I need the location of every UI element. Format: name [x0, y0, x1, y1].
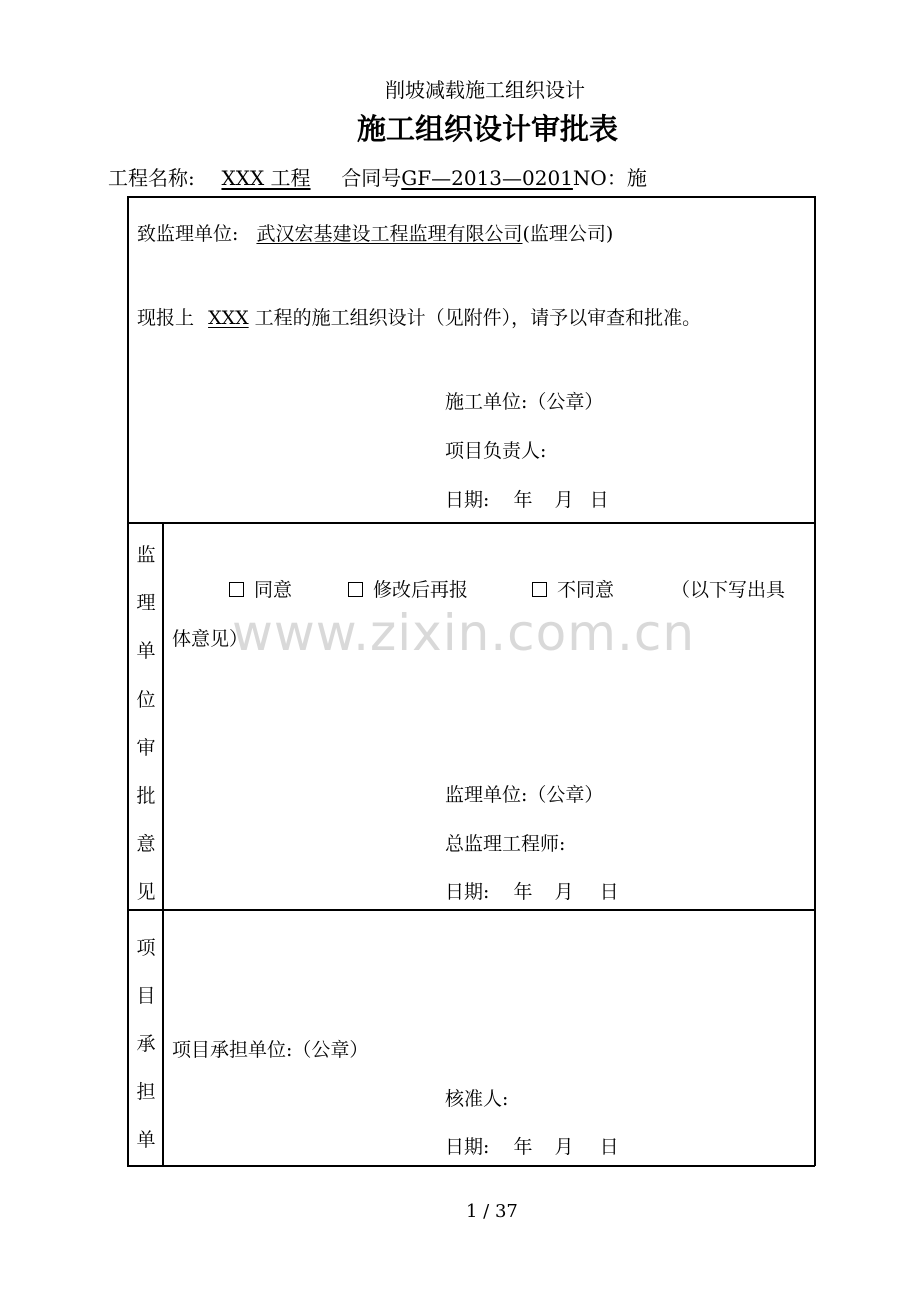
- report-prefix: 现报上: [137, 307, 195, 329]
- side-char: 目: [136, 985, 156, 1007]
- contract-number: GF—2013—0201: [401, 166, 573, 190]
- year-label: 年: [513, 489, 533, 511]
- side-char: 项: [136, 937, 156, 959]
- project-contractor-label: 项目承担单位:（公章）: [172, 1039, 369, 1061]
- side-char: 单: [136, 1129, 156, 1151]
- side-char: 位: [136, 689, 156, 711]
- checkbox-agree[interactable]: [229, 582, 244, 597]
- watermark: www.zixin.com.cn: [232, 604, 696, 662]
- year-label: 年: [513, 881, 533, 903]
- side-char: 理: [136, 592, 156, 614]
- report-text: 工程的施工组织设计（见附件），请予以审查和批准。: [254, 307, 702, 329]
- page-number: 1 / 37: [466, 1201, 518, 1222]
- chief-engineer-label: 总监理工程师:: [445, 833, 566, 855]
- date-label: 日期:: [445, 489, 490, 511]
- supervisor-company: 武汉宏基建设工程监理有限公司: [256, 223, 523, 245]
- side-char: 意: [136, 833, 156, 855]
- report-line: [137, 303, 701, 330]
- to-supervisor-line: [137, 219, 613, 246]
- option-agree[interactable]: [229, 575, 292, 602]
- day-label: 日: [589, 489, 609, 511]
- construction-unit-label: 施工单位:（公章）: [445, 391, 604, 413]
- date-label: 日期:: [445, 1136, 490, 1158]
- option-revise-label: 修改后再报: [373, 579, 469, 601]
- no-label: NO：施: [572, 166, 647, 190]
- date-line-1: [445, 485, 609, 512]
- opinion-note-part1: （以下写出具: [671, 579, 786, 601]
- day-label: 日: [599, 1136, 619, 1158]
- day-label: 日: [599, 881, 619, 903]
- contract-label: 合同号: [341, 166, 402, 190]
- supervisor-unit-label: 监理单位:（公章）: [445, 784, 604, 806]
- approver-label: 核准人:: [445, 1088, 509, 1110]
- option-revise[interactable]: [348, 575, 468, 602]
- option-disagree-label: 不同意: [557, 579, 615, 601]
- checkbox-disagree[interactable]: [532, 582, 547, 597]
- checkbox-revise[interactable]: [348, 582, 363, 597]
- report-project: XXX: [208, 307, 249, 329]
- project-manager-label: 项目负责人:: [445, 440, 547, 462]
- option-disagree[interactable]: [532, 575, 614, 602]
- date-line-3: [445, 1132, 619, 1159]
- supervisor-company-suffix: (监理公司): [522, 223, 614, 245]
- side-char: 承: [136, 1033, 156, 1055]
- month-label: 月: [554, 881, 574, 903]
- side-char: 审: [136, 737, 156, 759]
- form-title: 施工组织设计审批表: [357, 112, 619, 146]
- date-label: 日期:: [445, 881, 490, 903]
- side-char: 批: [136, 785, 156, 807]
- date-line-2: [445, 877, 619, 904]
- project-label: 工程名称:: [108, 166, 195, 190]
- project-info-line: [108, 162, 647, 191]
- side-char: 监: [136, 544, 156, 566]
- opinion-note-part2: 体意见）: [172, 628, 249, 650]
- to-supervisor-label: 致监理单位:: [137, 223, 239, 245]
- year-label: 年: [513, 1136, 533, 1158]
- side-char: 担: [136, 1081, 156, 1103]
- option-agree-label: 同意: [254, 579, 293, 601]
- side-char: 见: [136, 881, 156, 903]
- month-label: 月: [554, 1136, 574, 1158]
- side-char: 单: [136, 640, 156, 662]
- project-name: XXX 工程: [221, 166, 311, 190]
- month-label: 月: [554, 489, 574, 511]
- document-header: 削坡减载施工组织设计: [385, 78, 585, 102]
